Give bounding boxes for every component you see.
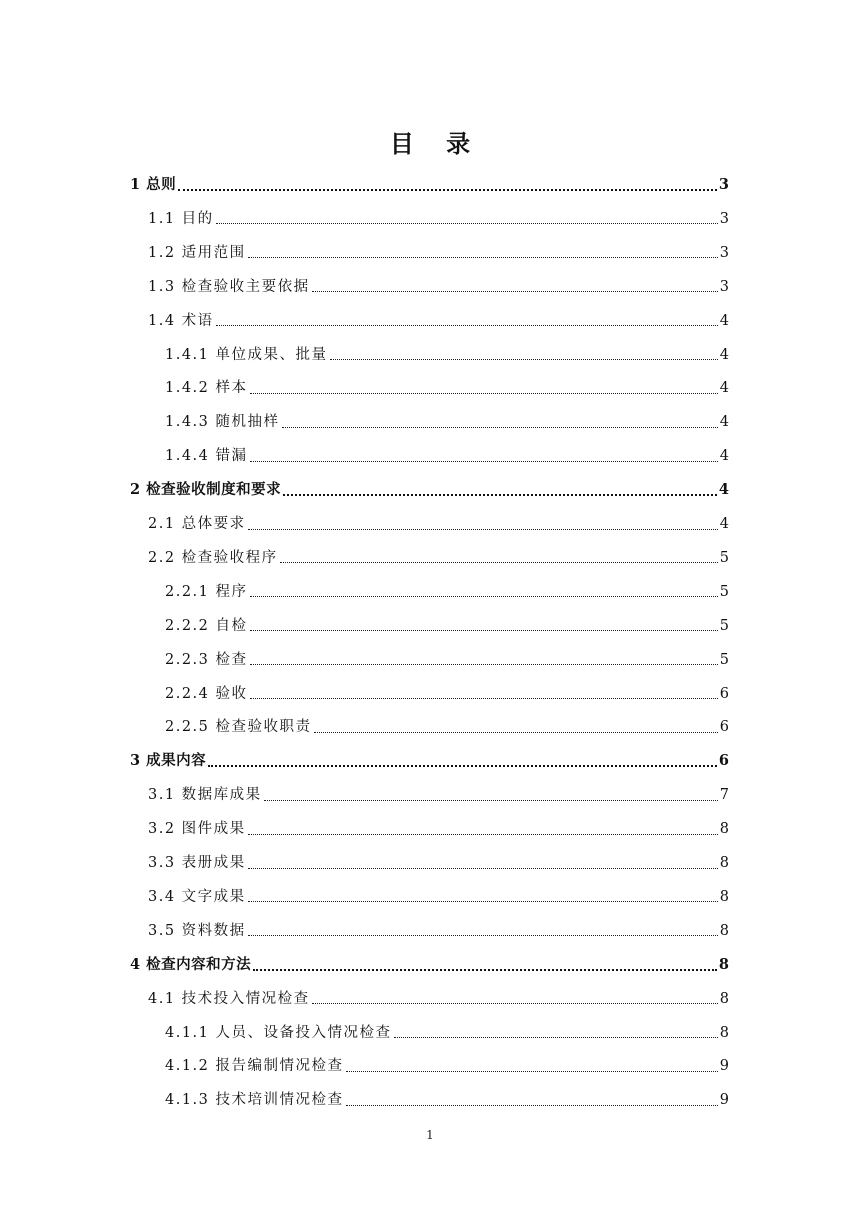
toc-entry-text: 目的 [181,210,214,227]
toc-entry-title [148,548,278,568]
toc-entry-title [130,480,281,500]
dot-leader [248,834,718,835]
toc-page-number: 8 [719,888,729,905]
toc-entry-title [165,412,280,432]
toc-entry-text: 总体要求 [181,516,246,532]
toc-entry-title [130,175,176,195]
dot-leader [330,359,718,360]
toc-page-number: 4 [719,516,729,532]
toc-entry-2-2-3[interactable] [165,643,729,677]
toc-entry-1-4[interactable] [148,304,729,338]
toc-entry-title [148,209,214,229]
dot-leader [312,291,718,292]
toc-entry-title [165,1023,392,1043]
toc-entry-2-2-4[interactable] [165,677,729,711]
toc-entry-number: 2 [130,481,141,499]
dot-leader [208,765,717,767]
toc-page-number: 4 [719,414,729,431]
toc-entry-number: 2.2.2 [165,617,210,634]
toc-entry-text: 技术培训情况检查 [215,1092,344,1109]
toc-page-number: 5 [719,583,729,600]
toc-entry-number: 1.4.1 [165,346,210,363]
toc-page-number: 9 [719,1058,729,1075]
toc-page-number: 5 [719,651,729,668]
toc-entry-title [130,955,251,975]
toc-entry-number: 1.4.2 [165,380,210,397]
toc-entry-text: 数据库成果 [181,787,262,804]
toc-entry-title [165,684,248,704]
toc-entry-text: 检查验收主要依据 [181,278,310,295]
toc-entry-3-2[interactable] [148,812,729,846]
toc-entry-title [148,989,310,1009]
dot-leader [282,427,718,428]
toc-entry-4-1[interactable] [148,982,729,1016]
toc-entry-1-4-4[interactable] [165,439,729,473]
toc-entry-number: 1 [130,176,141,193]
toc-entry-3-4[interactable] [148,880,729,914]
toc-entry-number: 3.4 [148,888,176,905]
toc-page-number: 5 [719,549,729,566]
dot-leader [250,664,718,665]
toc-entry-number: 3 [130,752,141,770]
toc-entry-text: 验收 [215,685,248,702]
toc-entry-number: 2.2.4 [165,685,210,702]
toc-entry-number: 3.2 [148,821,176,838]
toc-entry-1-1[interactable] [148,202,729,236]
toc-entry-number: 2.2.1 [165,583,210,600]
dot-leader [312,1003,718,1004]
dot-leader [216,325,718,326]
toc-page-number: 8 [719,922,729,939]
toc-page-number: 8 [719,821,729,838]
toc-entry-title [165,616,248,636]
toc-entry-text: 单位成果、批量 [215,346,328,363]
dot-leader [250,393,718,394]
toc-entry-title [148,887,246,907]
toc-entry-text: 总则 [146,176,177,193]
page-title: 目 录 [389,130,483,158]
toc-entry-text: 检查 [215,651,248,668]
toc-entry-text: 技术投入情况检查 [181,990,310,1007]
toc-entry-number: 1.2 [148,244,176,261]
toc-page-number: 3 [719,210,729,227]
dot-leader [314,732,718,733]
toc-entry-text: 样本 [215,380,248,397]
toc-entry-title [165,446,248,466]
toc-entry-text: 文字成果 [181,888,246,905]
toc-entry-1-3[interactable] [148,270,729,304]
toc-entry-title [165,345,328,365]
toc-entry-number: 3.1 [148,787,176,804]
toc-entry-text: 适用范围 [181,244,246,261]
toc-entry-text: 检查验收制度和要求 [146,481,282,499]
toc-entry-text: 图件成果 [181,821,246,838]
toc-page-number: 5 [719,617,729,634]
toc-entry-title [148,311,214,331]
toc-entry-number: 2.2 [148,549,176,566]
toc-entry-4-1-3[interactable] [165,1083,729,1117]
toc-entry-title [165,650,248,670]
dot-leader [253,969,717,971]
toc-entry-number: 1.3 [148,278,176,295]
toc-entry-title [130,751,206,771]
toc-entry-4-1-1[interactable] [165,1016,729,1050]
toc-page-number: 6 [719,719,729,736]
toc-entry-number: 1.4.3 [165,414,210,431]
toc-entry-2-2-2[interactable] [165,609,729,643]
toc-entry-number: 4.1.2 [165,1058,210,1075]
toc-entry-title [148,921,246,941]
toc-entry-number: 2.2.5 [165,719,210,736]
toc-entry-title [148,853,246,873]
dot-leader [250,698,718,699]
toc-entry-number: 3.3 [148,855,176,871]
toc-page-number: 8 [718,955,729,973]
toc-page-number: 7 [719,787,729,804]
toc-page-number: 4 [719,312,729,329]
toc-entry-text: 成果内容 [146,752,207,770]
toc-entry-2-2-1[interactable] [165,575,729,609]
toc-entry-3[interactable] [130,744,729,778]
toc-entry-number: 4.1.1 [165,1024,210,1041]
toc-entry-title [165,582,248,602]
dot-leader [346,1105,718,1106]
toc-entry-1-2[interactable] [148,236,729,270]
dot-leader [216,223,718,224]
toc-entry-text: 表册成果 [181,855,246,871]
toc-page-number: 4 [719,448,729,465]
toc-entry-number: 1.4 [148,312,176,329]
toc-entry-2-1[interactable] [148,507,729,541]
toc-entry-number: 3.5 [148,922,176,939]
dot-leader [178,189,717,191]
toc-entry-title [148,819,246,839]
toc-entry-number: 2.1 [148,516,176,532]
toc-entry-2[interactable] [130,473,729,507]
toc-entry-1-4-2[interactable] [165,371,729,405]
toc-page-number: 8 [719,990,729,1007]
toc-entry-text: 错漏 [215,448,248,465]
toc-entry-text: 检查验收程序 [181,549,278,566]
toc-entry-1[interactable] [130,168,729,202]
toc-page-number: 4 [719,346,729,363]
toc-page-number: 3 [719,278,729,295]
toc-entry-text: 检查验收职责 [215,719,312,736]
toc-entry-title [165,717,312,737]
toc-entry-number: 1.4.4 [165,448,210,465]
dot-leader [248,529,718,530]
toc-page-number: 4 [719,380,729,397]
toc-entry-text: 术语 [181,312,214,329]
toc-page-number: 6 [719,685,729,702]
toc-entry-title [148,243,246,263]
toc-page-number: 3 [718,176,729,193]
toc-entry-title [148,785,262,805]
toc-entry-2-2[interactable] [148,541,729,575]
dot-leader [248,935,718,936]
dot-leader [280,562,718,563]
toc-entry-text: 人员、设备投入情况检查 [215,1024,392,1041]
toc-entry-4[interactable] [130,948,729,982]
toc-entry-text: 随机抽样 [215,414,280,431]
page-number: 1 [426,1128,434,1142]
toc-entry-1-4-1[interactable] [165,338,729,372]
dot-leader [346,1071,718,1072]
toc-entry-text: 报告编制情况检查 [215,1058,344,1075]
toc-page-number: 3 [719,244,729,261]
toc-entry-1-4-3[interactable] [165,405,729,439]
toc-entry-text: 自检 [215,617,248,634]
toc-entry-title [165,1090,344,1110]
toc-entry-text: 检查内容和方法 [146,955,252,973]
toc-entry-title [165,1056,344,1076]
dot-leader [264,800,718,801]
dot-leader [283,494,717,496]
dot-leader [250,596,718,597]
toc-entry-title [148,514,246,534]
toc-entry-3-3[interactable] [148,846,729,880]
dot-leader [394,1037,718,1038]
dot-leader [248,868,718,869]
toc-entry-text: 资料数据 [181,922,246,939]
toc-entry-text: 程序 [215,583,248,600]
toc-page-number: 4 [718,481,729,499]
toc-page-number: 6 [718,752,729,770]
toc-entry-number: 4.1 [148,990,176,1007]
toc-page-number: 8 [719,1024,729,1041]
toc-entry-title [165,378,248,398]
toc-entry-3-1[interactable] [148,778,729,812]
toc-entry-number: 1.1 [148,210,176,227]
toc-entry-4-1-2[interactable] [165,1049,729,1083]
toc-entry-title [148,277,310,297]
toc-entry-number: 2.2.3 [165,651,210,668]
toc-page-number: 8 [719,855,729,871]
toc-entry-number: 4.1.3 [165,1092,210,1109]
toc-entry-number: 4 [130,955,141,973]
dot-leader [248,901,718,902]
dot-leader [250,461,718,462]
toc-page-number: 9 [719,1092,729,1109]
dot-leader [250,630,718,631]
toc-entry-3-5[interactable] [148,914,729,948]
dot-leader [248,257,718,258]
toc-entry-2-2-5[interactable] [165,710,729,744]
